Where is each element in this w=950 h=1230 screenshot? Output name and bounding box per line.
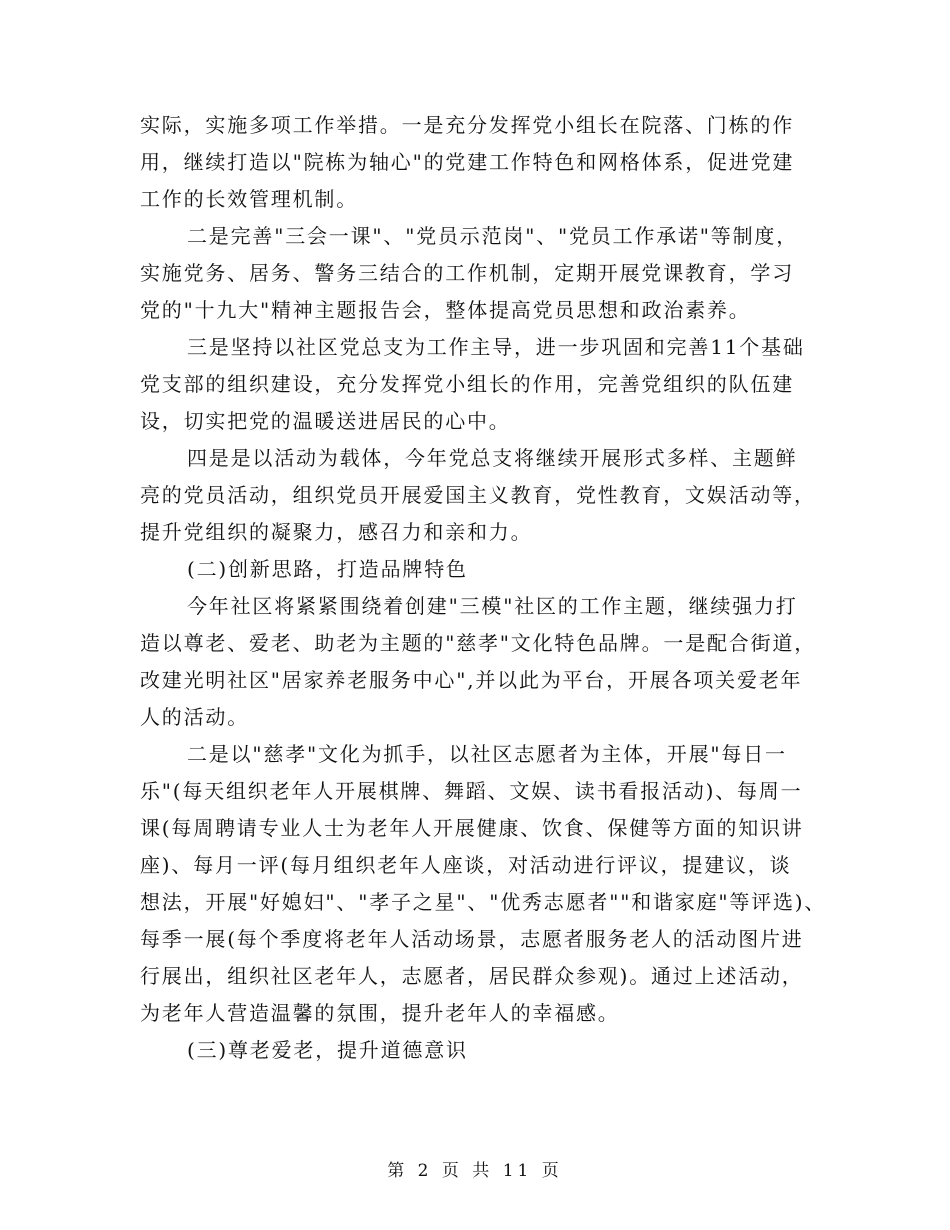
text-line: 造以尊老、爱老、助老为主题的"慈孝"文化特色品牌。一是配合街道， <box>140 631 816 655</box>
text-line: 实际，实施多项工作举措。一是充分发挥党小组长在院落、门栋的作 <box>140 113 794 137</box>
text-line: 提升党组织的凝聚力，感召力和亲和力。 <box>140 520 533 544</box>
text-line: 人的活动。 <box>140 705 249 729</box>
text-line: 亮的党员活动，组织党员开展爱国主义教育，党性教育，文娱活动等， <box>140 483 816 507</box>
text-line: 二是完善"三会一课"、"党员示范岗"、"党员工作承诺"等制度， <box>187 224 798 248</box>
text-line: 乐"(每天组织老年人开展棋牌、舞蹈、文娱、读书看报活动)、每周一 <box>140 779 803 803</box>
text-line: 四是是以活动为载体，今年党总支将继续开展形式多样、主题鲜 <box>187 446 798 470</box>
page-footer: 第 2 页 共 11 页 <box>387 1161 563 1181</box>
text-line: 改建光明社区"居家养老服务中心",并以此为平台，开展各项关爱老年 <box>140 668 803 692</box>
section-heading: (三)尊老爱老，提升道德意识 <box>187 1038 468 1062</box>
text-line: 设，切实把党的温暖送进居民的心中。 <box>140 409 511 433</box>
text-line: 为老年人营造温馨的氛围，提升老年人的幸福感。 <box>140 1001 620 1025</box>
text-line: 今年社区将紧紧围绕着创建"三模"社区的工作主题，继续强力打 <box>187 594 798 618</box>
text-line: 用，继续打造以"院栋为轴心"的党建工作特色和网格体系，促进党建 <box>140 150 795 174</box>
text-line: 党支部的组织建设，充分发挥党小组长的作用，完善党组织的队伍建 <box>140 372 794 396</box>
text-line: 党的"十九大"精神主题报告会，整体提高党员思想和政治素养。 <box>140 298 751 322</box>
text-line: 座)、每月一评(每月组织老年人座谈，对活动进行评议，提建议，谈 <box>140 853 792 877</box>
text-line: 每季一展(每个季度将老年人活动场景，志愿者服务老人的活动图片进 <box>140 927 804 951</box>
text-line: 课(每周聘请专业人士为老年人开展健康、饮食、保健等方面的知识讲 <box>140 816 804 840</box>
text-line: 工作的长效管理机制。 <box>140 187 358 211</box>
text-line: 行展出，组织社区老年人，志愿者，居民群众参观)。通过上述活动， <box>140 964 804 988</box>
section-heading: (二)创新思路，打造品牌特色 <box>187 557 468 581</box>
text-line: 实施党务、居务、警务三结合的工作机制，定期开展党课教育，学习 <box>140 261 794 285</box>
text-line: 二是以"慈孝"文化为抓手，以社区志愿者为主体，开展"每日一 <box>187 742 787 766</box>
text-line: 想法，开展"好媳妇"、"孝子之星"、"优秀志愿者""和谐家庭"等评选)、 <box>140 890 827 914</box>
text-line: 三是坚持以社区党总支为工作主导，进一步巩固和完善11个基础 <box>187 335 805 359</box>
